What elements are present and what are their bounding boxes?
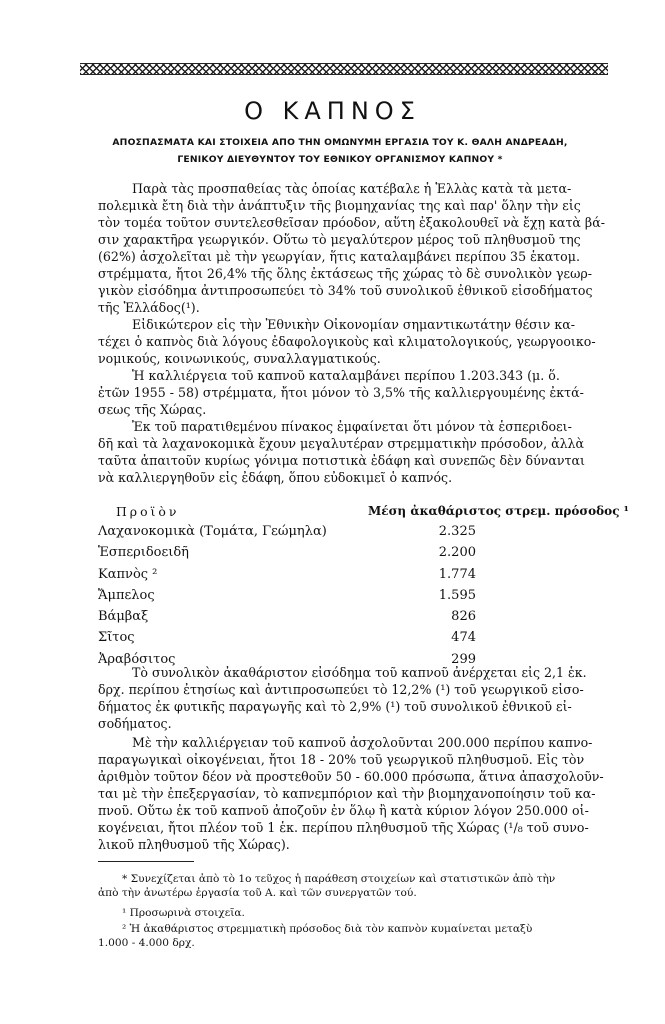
text-line: Μὲ τὴν καλλιέργειαν τοῦ καπνοῦ ἀσχολοῦνται 200.000 περίπου καπνο- — [132, 735, 593, 750]
text-line: σοδήματος. — [98, 716, 172, 731]
text-line: τέχει ὁ καπνὸς διὰ λόγους ἐδαφολογικοὺς καὶ κλιματολογικούς, γεωργοοικο- — [98, 334, 596, 349]
product-name: Ἑσπεριδοειδῆ — [98, 545, 189, 561]
table-row — [98, 630, 618, 651]
product-income: 1.595 — [438, 587, 476, 603]
product-name: Βάμβαξ — [98, 609, 149, 625]
footnote-star — [98, 872, 620, 900]
product-name: Ἀραβόσιτος — [98, 651, 176, 667]
table-row — [98, 567, 618, 588]
article-subtitle-line-2: ΓΕΝΙΚΟΥ ΔΙΕΥΘΥΝΤΟΥ ΤΟΥ ΕΘΝΙΚΟΥ ΟΡΓΑΝΙΣΜΟΥ ΚΑΠΝΟΥ * — [177, 154, 503, 165]
income-table — [98, 524, 618, 673]
product-income: 826 — [451, 609, 476, 625]
text-line: νομικούς, κοινωνικούς, συναλλαγματικούς. — [98, 351, 381, 366]
paragraph-5 — [98, 664, 618, 732]
text-line: νὰ καλλιεργηθοῦν εἰς ἐδάφη, ὅπου εὐδοκιμεῖ ὁ καπνός. — [98, 470, 453, 485]
table-row — [98, 524, 618, 545]
decorative-border — [80, 63, 608, 75]
footnote-2 — [98, 922, 620, 950]
article-subtitle-line-1: ΑΠΟΣΠΑΣΜΑΤΑ ΚΑΙ ΣΤΟΙΧΕΙΑ ΑΠΟ ΤΗΝ ΟΜΩΝΥΜΗ ΕΡΓΑΣΙΑ ΤΟΥ Κ. ΘΑΛΗ ΑΝΔΡΕΑΔΗ, — [112, 137, 568, 148]
text-line: γικὸν εἰσόδημα ἀντιπροσωπεύει τὸ 34% τοῦ συνολικοῦ ἐθνικοῦ εἰσοδήματος — [98, 283, 593, 298]
text-line: ται μὲ τὴν ἐπεξεργασίαν, τὸ καπνεμπόριον καὶ τὴν βιομηχανοποίησιν τοῦ κα- — [98, 786, 596, 801]
footnote-1 — [98, 906, 620, 920]
footnote-divider — [98, 861, 194, 862]
table-header — [98, 504, 629, 522]
paragraph-3 — [98, 367, 618, 418]
text-line: Ἐκ τοῦ παρατιθεμένου πίνακος ἐμφαίνεται ὅτι μόνον τὰ ἑσπεριδοει- — [132, 419, 572, 434]
text-line: παραγωγικαὶ οἰκογένειαι, ἤτοι 18 - 20% τοῦ γεωργικοῦ πληθυσμοῦ. Εἰς τὸν — [98, 752, 585, 767]
text-line: δῆ καὶ τὰ λαχανοκομικὰ ἔχουν μεγαλυτέραν στρεμματικὴν πρόσοδον, ἀλλὰ — [98, 436, 585, 451]
footnote-line: ¹ Προσωρινὰ στοιχεῖα. — [122, 907, 245, 919]
text-line: τῆς Ἑλλάδος(¹). — [98, 300, 200, 315]
table-row — [98, 588, 618, 609]
column-header-product: Προϊὸν — [116, 504, 180, 519]
text-line: πνοῦ. Οὕτω ἐκ τοῦ καπνοῦ ἀποζοῦν ἐν ὅλῳ ἢ κατὰ κύριον λόγον 250.000 οἰ- — [98, 803, 589, 818]
product-income: 299 — [451, 651, 476, 667]
text-line: Εἰδικώτερον εἰς τὴν Ἐθνικὴν Οἰκονομίαν σημαντικωτάτην θέσιν κα- — [132, 317, 575, 332]
table-row — [98, 609, 618, 630]
text-line: δρχ. περίπου ἐτησίως καὶ ἀντιπροσωπεύει τὸ 12,2% (¹) τοῦ γεωργικοῦ εἰσο- — [98, 682, 584, 697]
text-line: στρέμματα, ἤτοι 26,4% τῆς ὅλης ἐκτάσεως τῆς χώρας τὸ δὲ συνολικὸν γεωρ- — [98, 266, 593, 281]
text-line: ταῦτα ἀπαιτοῦν κυρίως γόνιμα ποτιστικὰ ἐδάφη καὶ συνεπῶς δὲν δύνανται — [98, 453, 585, 468]
text-line: πολεμικὰ ἔτη διὰ τὴν ἀνάπτυξιν τῆς βιομηχανίας της καὶ παρ' ὅλην τὴν εἰς — [98, 198, 581, 213]
text-line: κογένειαι, ἤτοι πλέον τοῦ 1 ἑκ. περίπου πληθυσμοῦ τῆς Χώρας (¹/₈ τοῦ συνο- — [98, 820, 589, 835]
text-line: ἀριθμὸν τοῦτον δέον νὰ προστεθοῦν 50 - 60.000 πρόσωπα, ἅτινα ἀπασχολοῦν- — [98, 769, 604, 784]
product-name: Καπνὸς ² — [98, 566, 158, 582]
paragraph-6 — [98, 734, 618, 853]
product-income: 2.325 — [438, 524, 476, 539]
product-income: 2.200 — [438, 545, 476, 561]
text-line: σιν χαρακτῆρα γεωργικόν. Οὕτω τὸ μεγαλύτερον μέρος τοῦ πληθυσμοῦ της — [98, 232, 581, 247]
product-name: Ἄμπελος — [98, 587, 155, 603]
footnote-line: ² Ἡ ἀκαθάριστος στρεμματικὴ πρόσοδος διὰ τὸν καπνὸν κυμαίνεται μεταξὺ — [122, 923, 533, 935]
product-name: Λαχανοκομικὰ (Τομάτα, Γεώμηλα) — [98, 524, 327, 539]
text-line: Τὸ συνολικὸν ἀκαθάριστον εἰσόδημα τοῦ καπνοῦ ἀνέρχεται εἰς 2,1 ἑκ. — [132, 665, 587, 680]
paragraph-2 — [98, 316, 618, 367]
product-income: 1.774 — [438, 566, 476, 582]
product-income: 474 — [451, 630, 476, 646]
footnote-line: ἀπὸ τὴν ἀνωτέρω ἐργασία τοῦ Α. καὶ τῶν συνεργατῶν τού. — [98, 887, 417, 899]
text-line: Ἡ καλλιέργεια τοῦ καπνοῦ καταλαμβάνει περίπου 1.203.343 (μ. ὅ. — [132, 368, 560, 383]
text-line: (62%) ἀσχολεῖται μὲ τὴν γεωργίαν, ἥτις καταλαμβάνει περίπου 35 ἑκατομ. — [98, 249, 580, 264]
article-title: Ο ΚΑΠΝΟΣ — [244, 97, 421, 125]
column-header-income: Μέση ἀκαθάριστος στρεμ. πρόσοδος ¹ — [368, 504, 629, 518]
product-name: Σῖτος — [98, 630, 135, 646]
text-line: δήματος ἐκ φυτικῆς παραγωγῆς καὶ τὸ 2,9% (¹) τοῦ συνολικοῦ ἐθνικοῦ εἰ- — [98, 699, 572, 714]
footnote-line: * Συνεχίζεται ἀπὸ τὸ 1ο τεῦχος ἡ παράθεση στοιχείων καὶ στατιστικῶν ἀπὸ τὴν — [122, 873, 556, 885]
text-line: ἐτῶν 1955 - 58) στρέμματα, ἤτοι μόνον τὸ 3,5% τῆς καλλιεργουμένης ἐκτά- — [98, 385, 584, 400]
paragraph-4 — [98, 418, 618, 486]
text-line: λικοῦ πληθυσμοῦ τῆς Χώρας). — [98, 837, 290, 852]
footnote-line: 1.000 - 4.000 δρχ. — [98, 937, 195, 949]
table-row — [98, 545, 618, 566]
text-line: τὸν τομέα τοῦτον συντελεσθεῖσαν πρόοδον, αὕτη ἐξακολουθεῖ νὰ ἔχῃ κατὰ βά- — [98, 215, 605, 230]
paragraph-1 — [98, 180, 618, 316]
text-line: Παρὰ τὰς προσπαθείας τὰς ὁποίας κατέβαλε ἡ Ἑλλὰς κατὰ τὰ μετα- — [132, 181, 572, 196]
text-line: σεως τῆς Χώρας. — [98, 402, 207, 417]
